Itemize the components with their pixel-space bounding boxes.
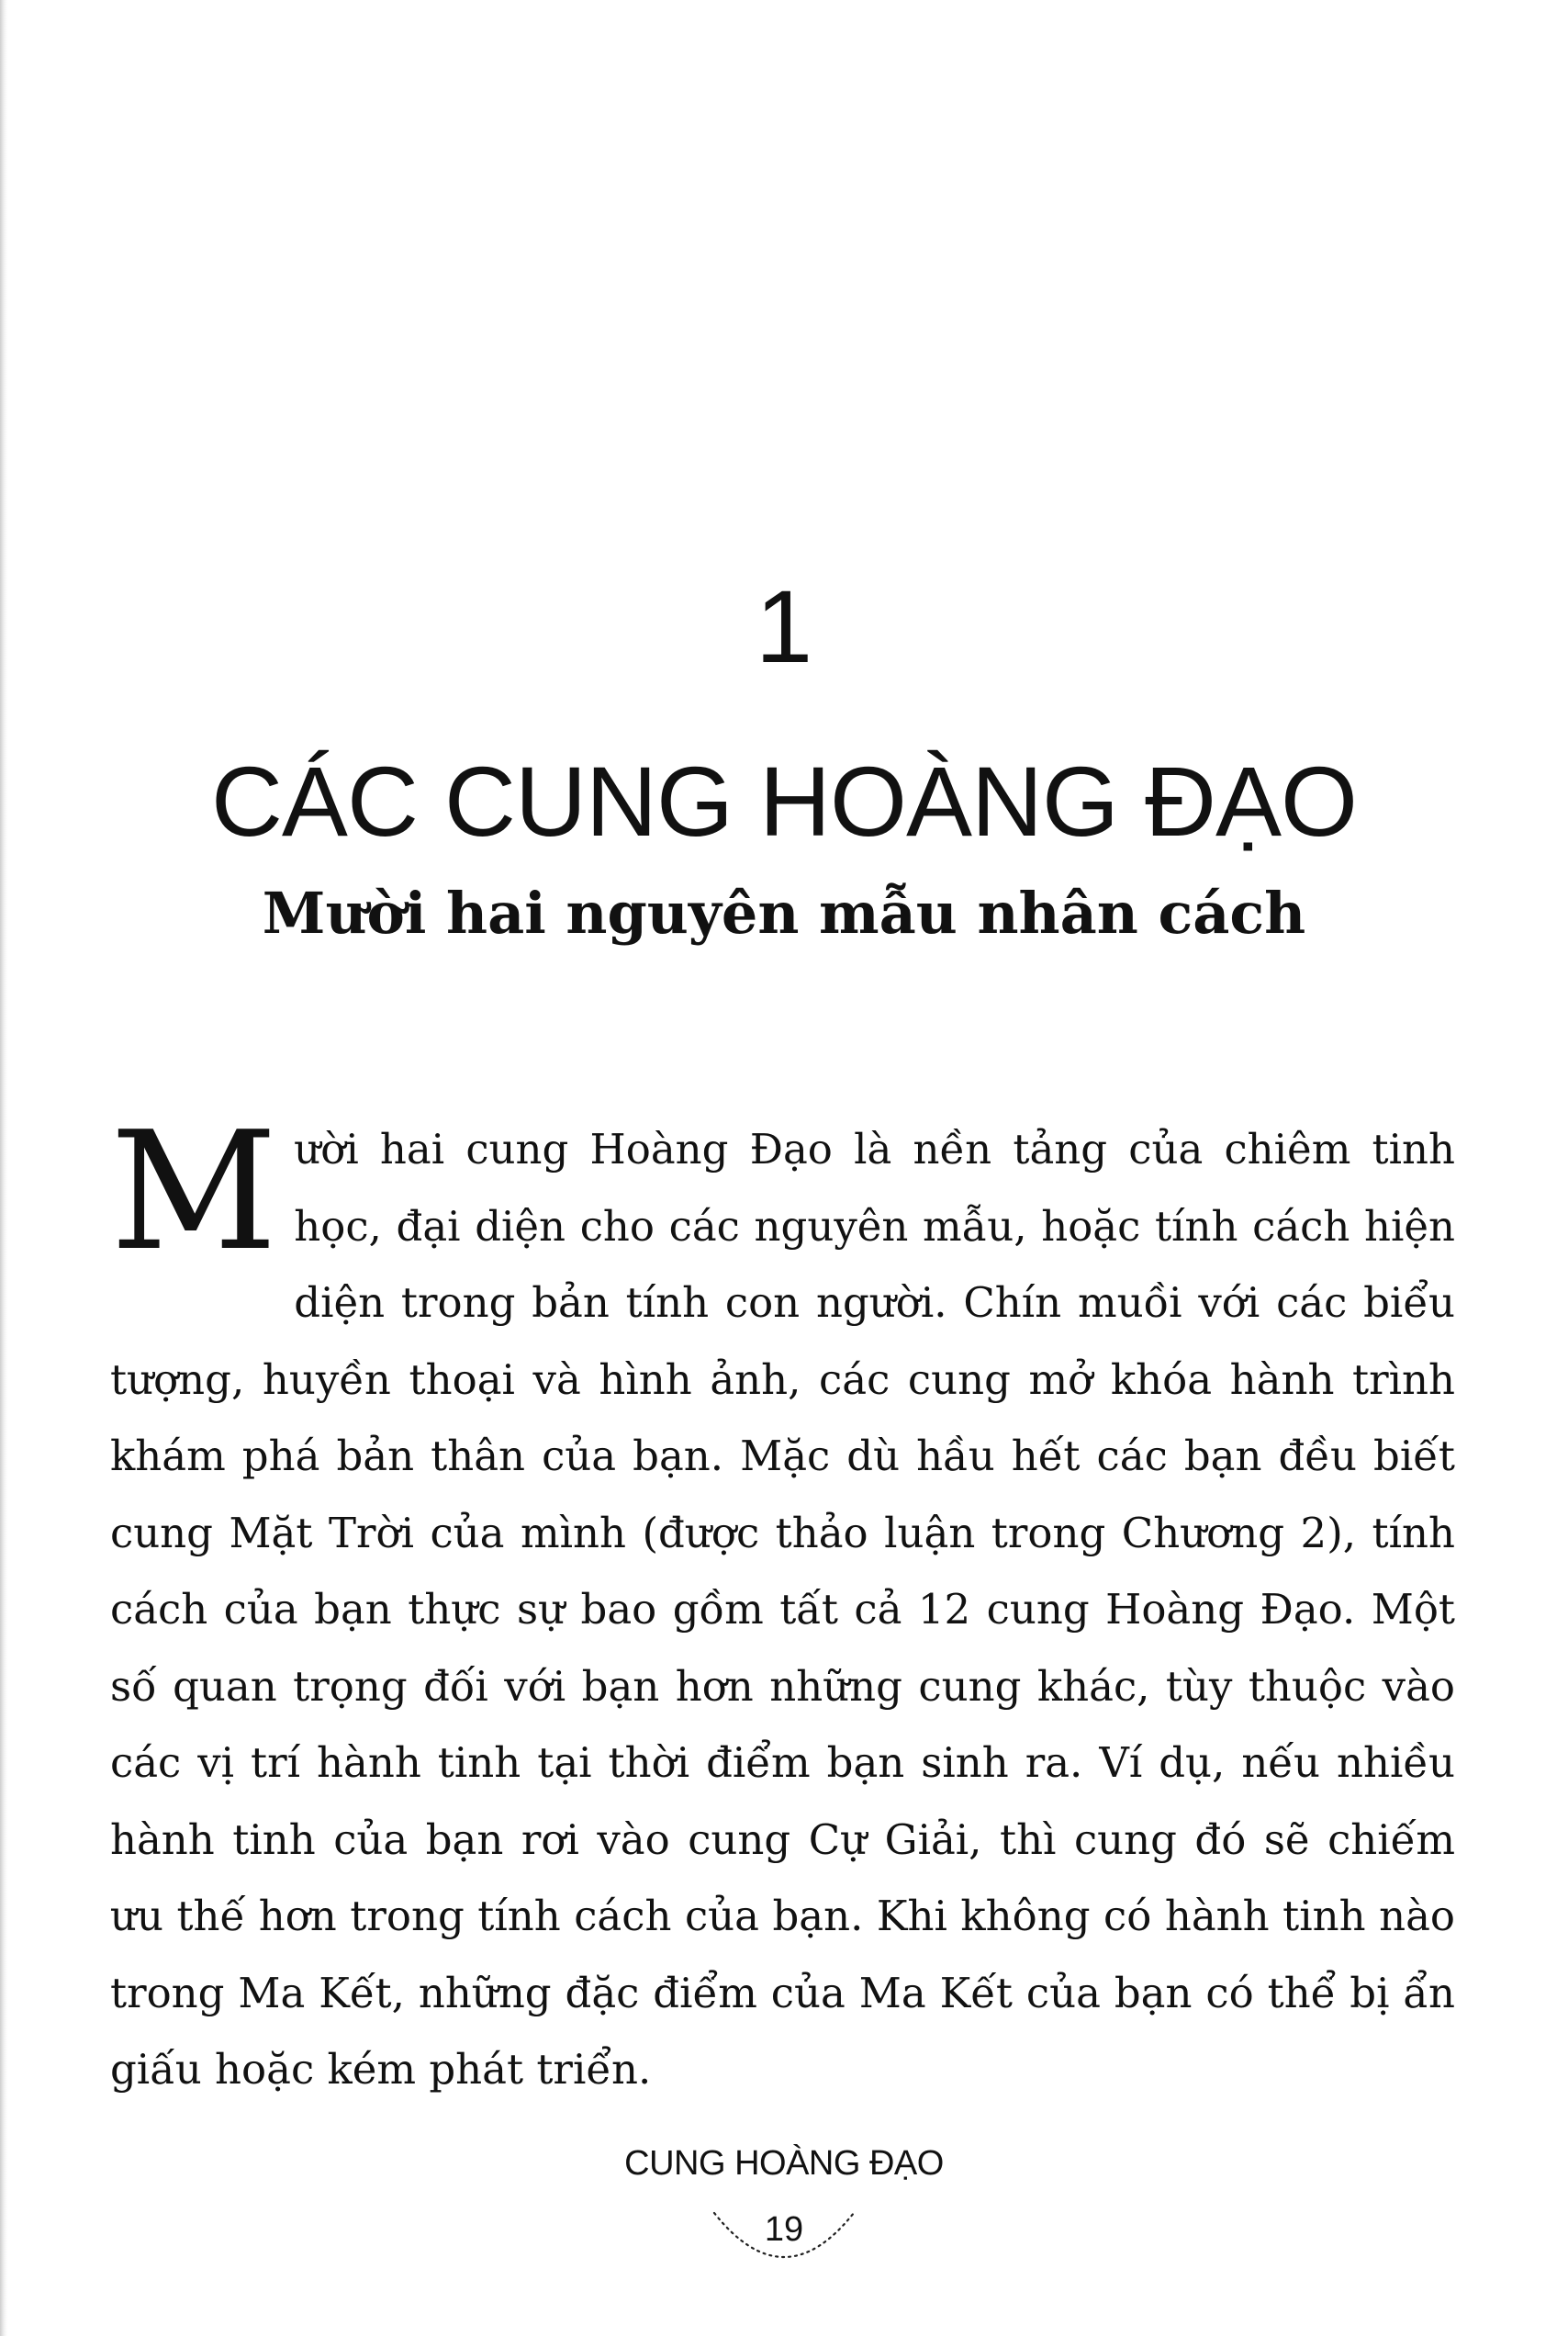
- drop-cap-letter: M: [110, 1096, 278, 1286]
- chapter-title: CÁC CUNG HOÀNG ĐẠO: [210, 746, 1358, 857]
- page-number-ornament: [692, 2193, 876, 2294]
- body-paragraph-text: ười hai cung Hoàng Đạo là nền tảng của chiêm tinh học, đại diện cho các nguyên mẫu, hoặc tính cách hiện diện trong bản tính con người. Chín muồi với các biểu tượng, huyền thoại và hình ảnh, các cung mở khóa hành trình khám phá bản thân của bạn. Mặc dù hầu hết các bạn đều biết cung Mặt Trời của mình (được thảo luận trong Chương 2), tính cách của bạn thực sự bao gồm tất cả 12 cung Hoàng Đạo. Một số quan trọng đối với bạn hơn những cung khác, tùy thuộc vào các vị trí hành tinh tại thời điểm bạn sinh ra. Ví dụ, nếu nhiều hành tinh của bạn rơi vào cung Cự Giải, thì cung đó sẽ chiếm ưu thế hơn trong tính cách của bạn. Khi không có hành tinh nào trong Ma Kết, những đặc điểm của Ma Kết của bạn có thể bị ẩn giấu hoặc kém phát triển.: [110, 1125, 1455, 2094]
- page-number: 19: [764, 2210, 804, 2249]
- body-paragraph: [110, 1096, 1455, 2108]
- chapter-subtitle: Mười hai nguyên mẫu nhân cách: [262, 880, 1306, 947]
- page-scan-edge: [0, 0, 7, 2336]
- chapter-number: 1: [755, 569, 813, 684]
- running-footer-title: CUNG HOÀNG ĐẠO: [624, 2144, 944, 2183]
